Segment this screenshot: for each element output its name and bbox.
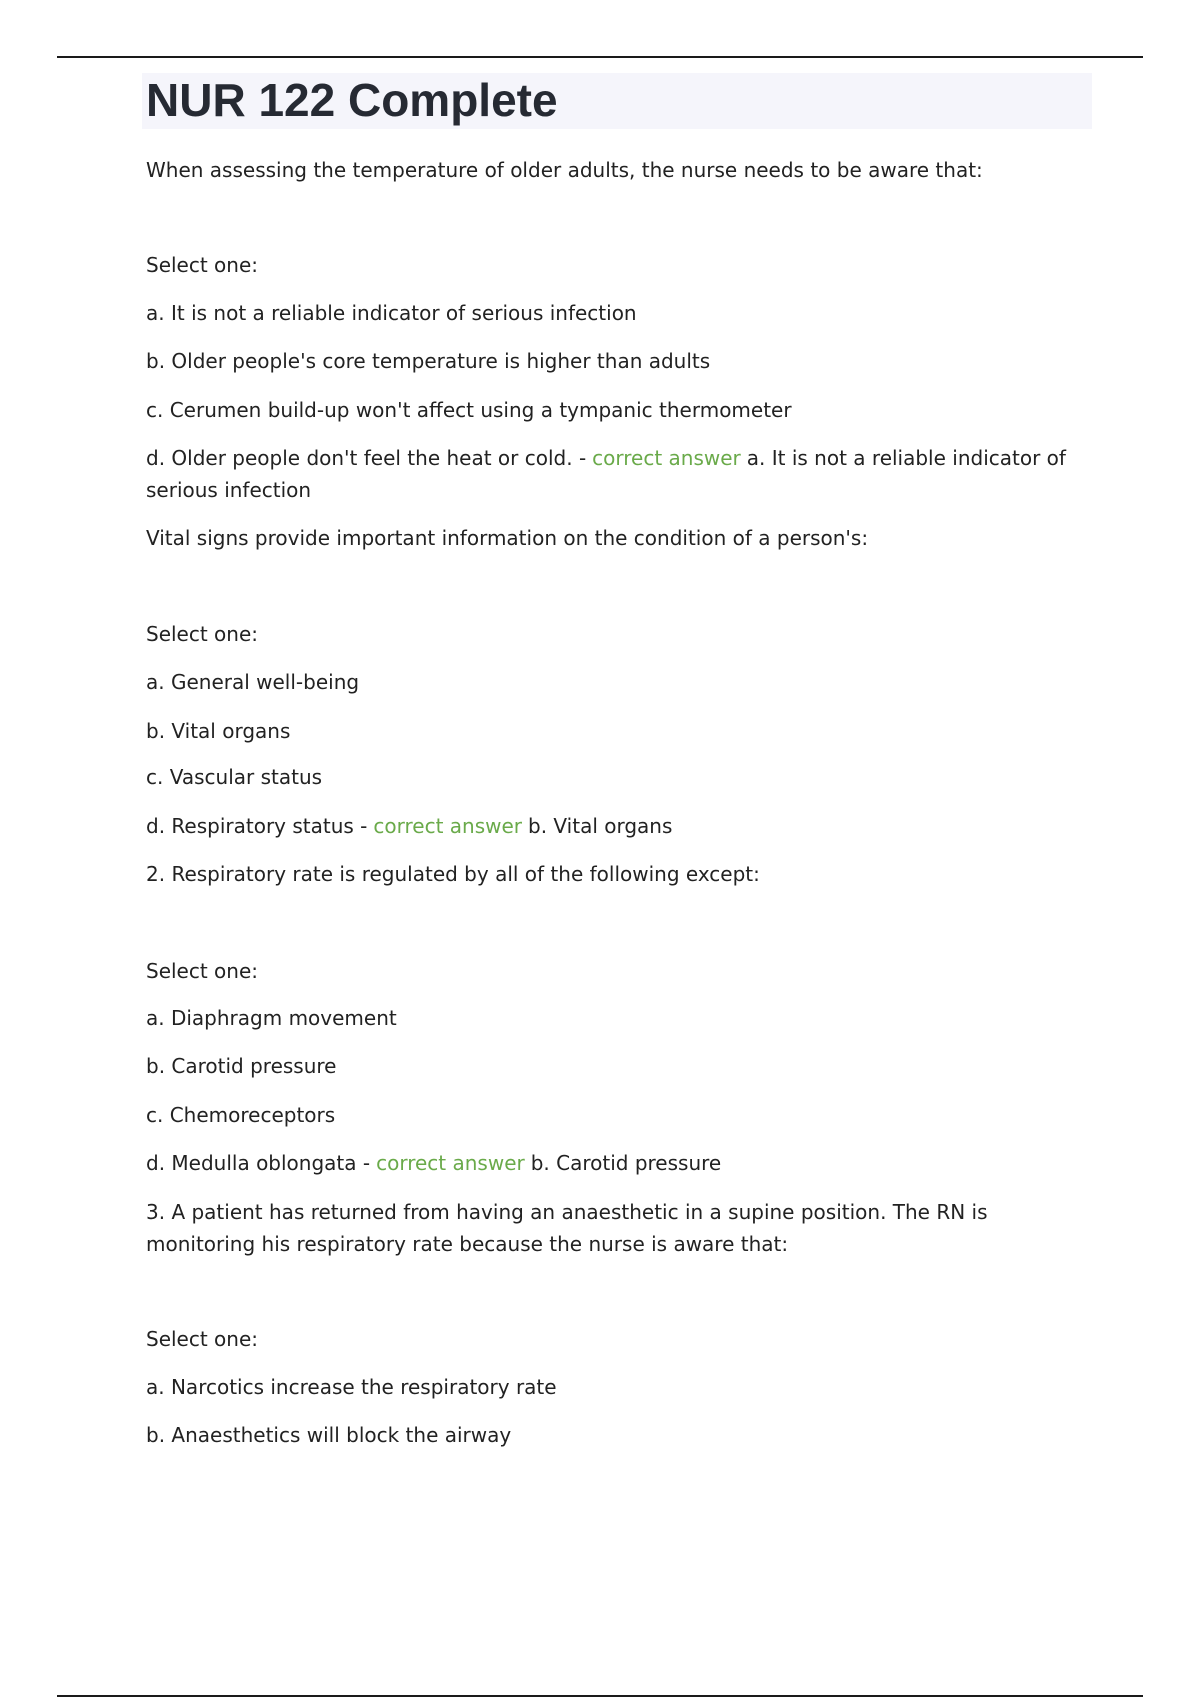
option-c: c. Cerumen build-up won't affect using a tympanic thermometer [146, 398, 792, 422]
option-d: d. Medulla oblongata - [146, 1151, 371, 1175]
option-c: c. Chemoreceptors [146, 1103, 336, 1127]
select-label: Select one: [146, 959, 259, 983]
question-stem: 3. A patient has returned from having an anaesthetic in a supine position. The RN is monitoring his respiratory rate because the nurse is aware that: [146, 1200, 988, 1256]
question-stem: When assessing the temperature of older adults, the nurse needs to be aware that: [146, 158, 983, 182]
option-d-with-answer [146, 1147, 1086, 1179]
option-b: b. Carotid pressure [146, 1054, 337, 1078]
question-stem: Vital signs provide important information on the condition of a person's: [146, 526, 869, 550]
select-label: Select one: [146, 1327, 259, 1351]
select-label: Select one: [146, 253, 259, 277]
select-label: Select one: [146, 622, 259, 646]
option-a: a. Narcotics increase the respiratory rate [146, 1375, 557, 1399]
option-d: d. Respiratory status - [146, 814, 368, 838]
option-d-with-answer [146, 442, 1086, 506]
option-a: a. It is not a reliable indicator of serious infection [146, 301, 637, 325]
option-c: c. Vascular status [146, 765, 323, 789]
document-title: NUR 122 Complete [146, 74, 558, 126]
correct-answer-label: correct answer [373, 814, 523, 838]
correct-answer-label: correct answer [376, 1151, 525, 1175]
option-a: a. General well-being [146, 670, 360, 694]
top-rule [57, 56, 1143, 58]
option-d: d. Older people don't feel the heat or cold. - [146, 446, 587, 470]
option-b: b. Older people's core temperature is higher than adults [146, 349, 711, 373]
question-stem: 2. Respiratory rate is regulated by all of the following except: [146, 862, 760, 886]
option-a: a. Diaphragm movement [146, 1006, 397, 1030]
answer-text: a. It is not a reliable indicator of serious infection [146, 446, 1066, 502]
answer-text: b. Vital organs [528, 814, 673, 838]
option-d-with-answer [146, 810, 1086, 842]
option-b: b. Vital organs [146, 719, 291, 743]
option-b: b. Anaesthetics will block the airway [146, 1423, 512, 1447]
bottom-rule [57, 1695, 1143, 1697]
answer-text: b. Carotid pressure [530, 1151, 722, 1175]
correct-answer-label: correct answer [592, 446, 741, 470]
